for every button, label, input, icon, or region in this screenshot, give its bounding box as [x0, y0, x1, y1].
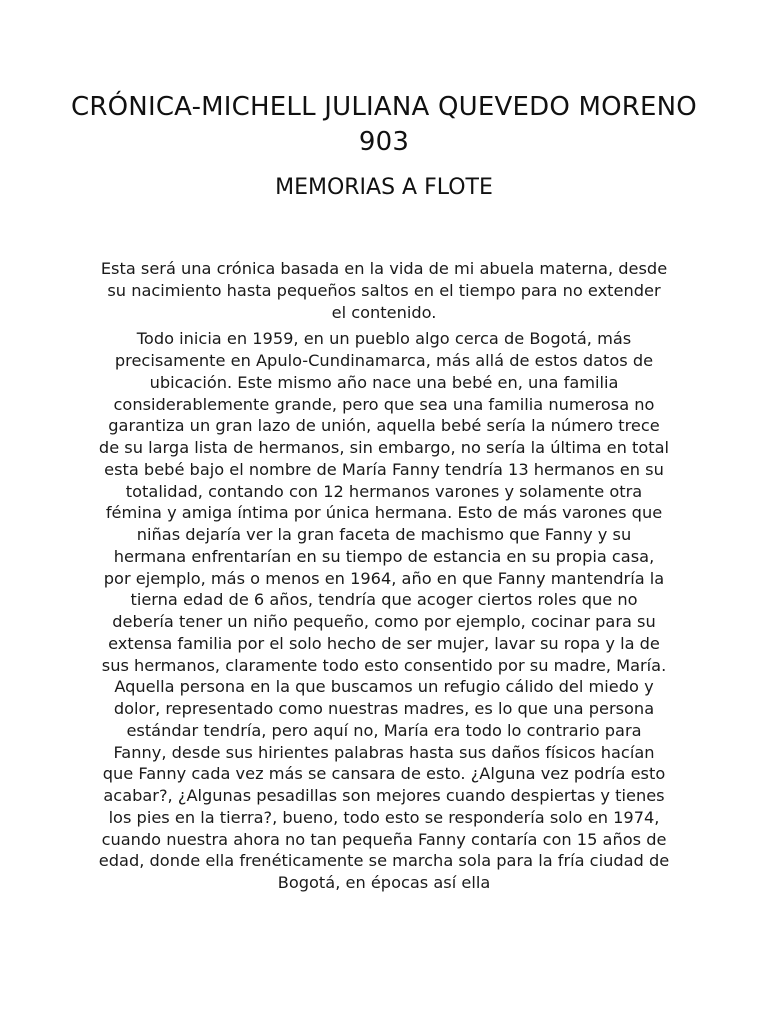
document-subtitle: MEMORIAS A FLOTE	[275, 175, 493, 200]
document-title: CRÓNICA-MICHELL JULIANA QUEVEDO MORENO 903	[71, 92, 697, 157]
paragraph-intro: Esta será una crónica basada en la vida de mi abuela materna, desde su nacimiento hasta pequeños saltos en el tiempo para no extender el contenido.	[100, 259, 668, 322]
paragraph-story: Todo inicia en 1959, en un pueblo algo cerca de Bogotá, más precisamente en Apulo-Cundinamarca, más allá de estos datos de ubicación. Este mismo año nace una bebé en, una familia considerablemente grande, pero que sea una familia numerosa no garantiza un gran lazo de unión, aquella bebé sería la número trece de su larga lista de hermanos, sin embargo, no sería la última en total esta bebé bajo el nombre de María Fanny tendría 13 hermanos en su totalidad, contando con 12 hermanos varones y solamente otra fémina y amiga íntima por única hermana. Esto de más varones que niñas dejaría ver la gran faceta de machismo que Fanny y su hermana enfrentarían en su tiempo de estancia en su propia casa, por ejemplo, más o menos en 1964, año en que Fanny mantendría la tierna edad de 6 años, tendría que acoger ciertos roles que no debería tener un niño pequeño, como por ejemplo, cocinar para su extensa familia por el solo hecho de ser mujer, lavar su ropa y la de sus hermanos, claramente todo esto consentido por su madre, María. Aquella persona en la que buscamos un refugio cálido del miedo y dolor, representado como nuestras madres, es lo que una persona estándar tendría, pero aquí no, María era todo lo contrario para Fanny, desde sus hirientes palabras hasta sus daños físicos hacían que Fanny cada vez más se cansara de esto. ¿Alguna vez podría esto acabar?, ¿Algunas pesadillas son mejores cuando despiertas y tienes los pies en la tierra?, bueno, todo esto se respondería solo en 1974, cuando nuestra ahora no tan pequeña Fanny contaría con 15 años de edad, donde ella frenéticamente se marcha sola para la fría ciudad de Bogotá, en épocas así ella	[98, 329, 670, 892]
document-body	[98, 258, 670, 894]
